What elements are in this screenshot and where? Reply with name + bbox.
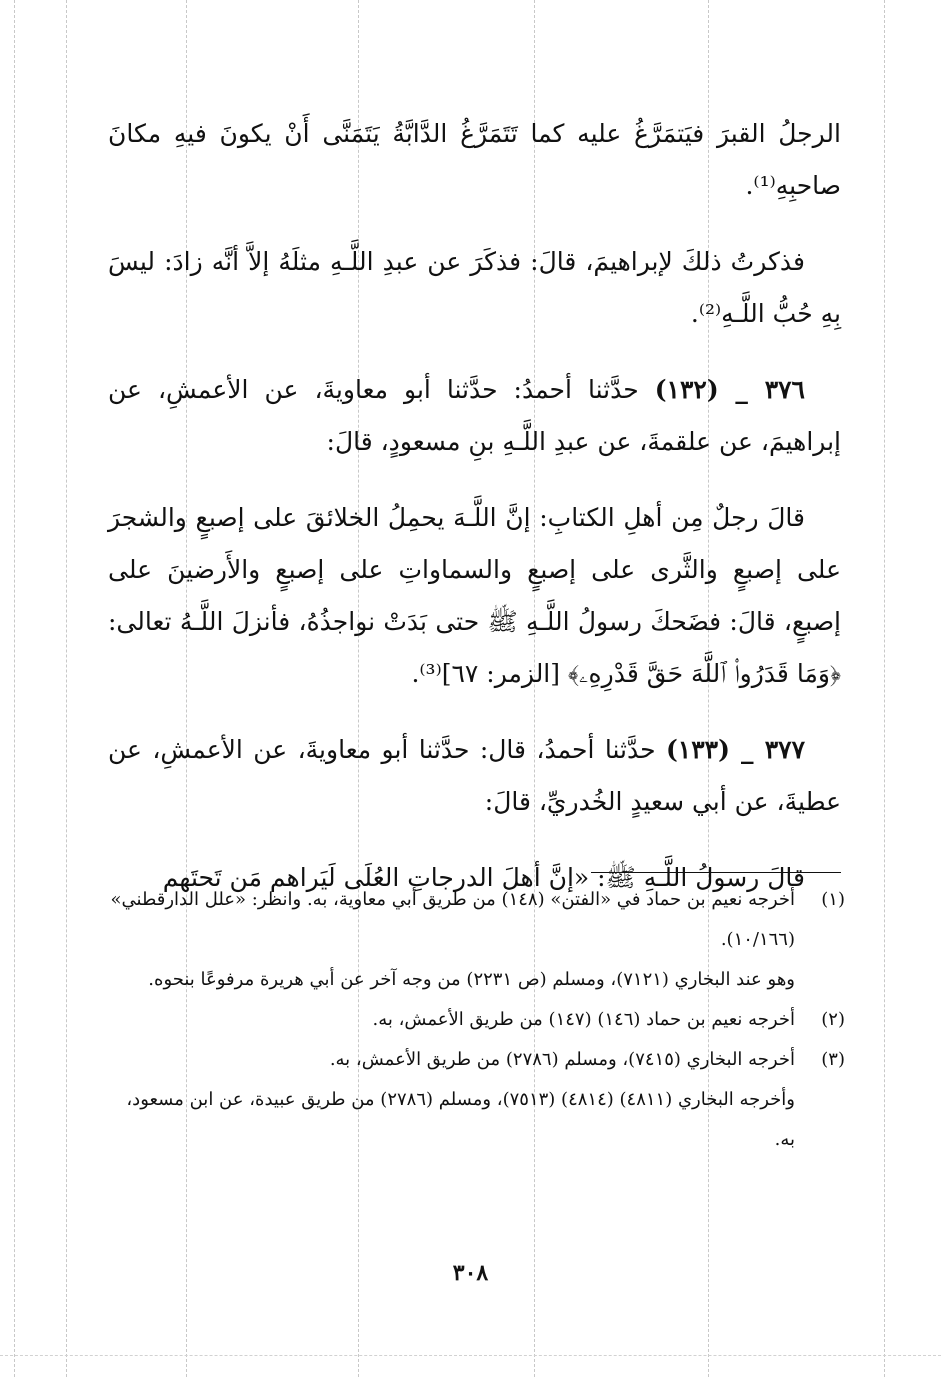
footnote-marker: (١) xyxy=(821,889,845,910)
crop-guide-line xyxy=(14,0,15,1377)
hadith-number: ٣٧٦ _ (١٣٢) xyxy=(654,375,805,404)
footnote-body xyxy=(108,1000,795,1040)
hadith-isnad: حدَّثنا أحمدُ: حدَّثنا أبو معاويةَ، عن الأعمشِ، عن إبراهيمَ، عن علقمةَ، عن عبدِ اللَّـهِ بنِ مسعودٍ، قالَ: xyxy=(108,375,841,456)
paragraph-dhikr: فذكرتُ ذلكَ لإبراهيمَ، قالَ: فذكَرَ عن عبدِ اللَّـهِ مثلَهُ إلاَّ أنَّه زادَ: ليسَ بِهِ حُبُّ اللَّـهِ⁽²⁾. xyxy=(108,247,841,328)
hadith-isnad: حدَّثنا أحمدُ، قال: حدَّثنا أبو معاويةَ، عن الأعمشِ، عن عطيةَ، عن أبي سعيدٍ الخُدريِّ، قالَ: xyxy=(108,735,841,816)
hadith-377 xyxy=(108,724,841,828)
footnote-line: وهو عند البخاري (٧١٢١)، ومسلم (ص ٢٢٣١) من وجه آخر عن أبي هريرة مرفوعًا بنحوه. xyxy=(148,969,795,990)
footnote-line: أخرجه نعيم بن حماد في «الفتن» (١٤٨) من طريق أبي معاوية، به. وانظر: «علل الدارقطني» (١٠/١٦٦). xyxy=(110,889,795,950)
hadith-377-matn: قالَ رسولُ اللَّـهِ ﷺ: «إنَّ أهلَ الدرجاتِ العُلَى لَيَراهم مَن تَحتَهم xyxy=(162,863,805,892)
footnote-marker: (٣) xyxy=(821,1049,845,1070)
footnote xyxy=(108,1000,845,1040)
footnotes xyxy=(108,880,845,1160)
page-number: ٣٠٨ xyxy=(452,1260,489,1286)
crop-guide-line xyxy=(884,0,885,1377)
footnote-line: وأخرجه البخاري (٤٨١١) (٤٨١٤) (٧٥١٣)، ومسلم (٢٧٨٦) من طريق عبيدة، عن ابن مسعود، به. xyxy=(126,1089,795,1150)
footnote-body xyxy=(108,1040,795,1160)
footnote-line: أخرجه البخاري (٧٤١٥)، ومسلم (٢٧٨٦) من طريق الأعمش، به. xyxy=(329,1049,795,1070)
footnote xyxy=(108,880,845,1000)
footnote-body xyxy=(108,880,795,1000)
footnote xyxy=(108,1040,845,1160)
crop-guide-line xyxy=(0,1355,941,1356)
footnote-marker: (٢) xyxy=(821,1009,845,1030)
hadith-376 xyxy=(108,364,841,468)
crop-guide-line xyxy=(66,0,67,1377)
hadith-number: ٣٧٧ _ (١٣٣) xyxy=(665,735,806,764)
footnote-separator xyxy=(591,872,841,873)
hadith-376-matn: قالَ رجلٌ مِن أهلِ الكتابِ: إنَّ اللَّـهَ يحمِلُ الخلائقَ على إصبعٍ والشجرَ على إصبعٍ والثَّرى على إصبعٍ والسماواتِ على إصبعٍ والأَرضينَ على إصبعٍ، قالَ: فضَحكَ رسولُ اللَّـهِ ﷺ حتى بَدَتْ نواجذُهُ، فأنزلَ اللَّـهُ تعالى: ﴿وَمَا قَدَرُوا۟ ٱللَّهَ حَقَّ قَدْرِهِۦ﴾ [الزمر: ٦٧]⁽³⁾. xyxy=(108,503,841,688)
main-text xyxy=(108,108,841,904)
paragraph-continuation: الرجلُ القبرَ فيَتمَرَّغُ عليه كما تَتَمَرَّغُ الدَّابَّةُ يَتَمَنَّى أَنْ يكونَ فيهِ مكانَ صاحبِهِ⁽¹⁾. xyxy=(108,119,841,200)
footnote-line: أخرجه نعيم بن حماد (١٤٦) (١٤٧) من طريق الأعمش، به. xyxy=(372,1009,795,1030)
